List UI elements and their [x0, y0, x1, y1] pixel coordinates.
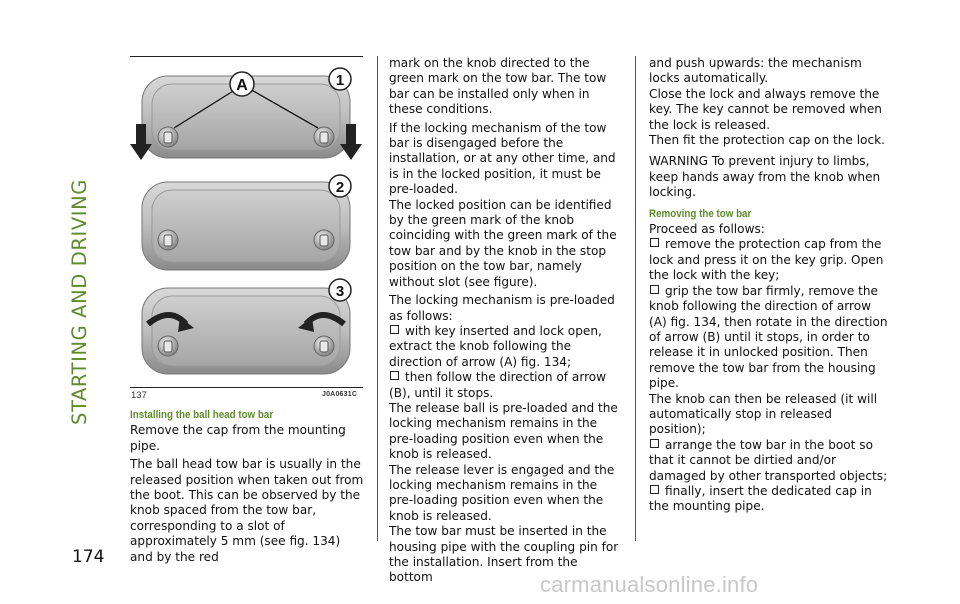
column-2: [389, 56, 625, 586]
paragraph: The release ball is pre-loaded and the locking mechanism remains in the pre-loading position even when the knob is released.: [389, 400, 618, 462]
panel-step-3: [142, 279, 351, 374]
bullet-square-icon: [390, 371, 399, 380]
paragraph: The locked position can be identified by the green mark of the knob coinciding with the green mark of the tow bar and by the knob in the stop position on the tow bar, namely without slot (see figure).: [389, 197, 617, 289]
column-1: [130, 408, 365, 565]
bullet-text: remove the protection cap from the lock and press it on the key grip. Open the lock with the key;: [649, 237, 884, 283]
callout-a-label: A: [236, 77, 248, 94]
bullet-text: finally, insert the dedicated cap in the mounting pipe.: [649, 483, 872, 514]
paragraph: Close the lock and always remove the key. The key cannot be removed when the lock is released.: [649, 86, 882, 132]
bullet-text: arrange the tow bar in the boot so that it cannot be dirtied and/or damaged by other transported objects;: [649, 437, 888, 483]
column-divider-1: [377, 56, 378, 541]
bullet-item: [649, 284, 889, 392]
bullet-item: [649, 438, 889, 484]
column-divider-2: [635, 56, 636, 541]
callout-2-label: 2: [335, 179, 345, 196]
paragraph: The knob can then be released (it will automatically stop in released position);: [649, 391, 878, 437]
figure-rule: [130, 387, 363, 388]
paragraph: The ball head tow bar is usually in the released position when taken out from the boot. This can be observed by the knob spaced from the tow bar, corresponding to a slot of approximately 5 mm (see fig. 134) and by the red: [130, 457, 364, 564]
paragraph: The tow bar must be inserted in the housing pipe with the coupling pin for the installation. Insert from the bottom: [389, 524, 619, 585]
page-number: 174: [72, 547, 105, 567]
bullet-item: [389, 370, 625, 401]
paragraph: The locking mechanism is pre-loaded as follows:: [389, 293, 615, 323]
warning-text: WARNING To prevent injury to limbs, keep hands away from the knob when locking.: [649, 154, 881, 200]
paragraph: The release lever is engaged and the locking mechanism remains in the pre-loading position even when the knob is released.: [389, 462, 615, 523]
paragraph: mark on the knob directed to the green mark on the tow bar. The tow bar can be installed only when in these conditions.: [389, 56, 607, 117]
bullet-square-icon: [390, 325, 399, 334]
callout-3-label: 3: [335, 283, 345, 300]
bullet-text: with key inserted and lock open, extract the knob following the direction of arrow (A) fig. 134;: [389, 323, 602, 369]
bullet-text: then follow the direction of arrow (B), until it stops.: [389, 370, 607, 400]
figure-illustration: [130, 62, 363, 385]
paragraph: If the locking mechanism of the tow bar is disengaged before the installation, or at any other time, and is in the locked position, it must be pre-loaded.: [389, 120, 616, 197]
bullet-item: [649, 237, 889, 283]
bullet-square-icon: [650, 238, 659, 247]
section-title: STARTING AND DRIVING: [68, 178, 91, 426]
bullet-item: [649, 484, 889, 515]
panel-step-1: [130, 68, 362, 160]
paragraph: Then fit the protection cap on the lock.: [649, 133, 885, 148]
paragraph: Proceed as follows:: [649, 222, 765, 237]
heading-installing: Installing the ball head tow bar: [130, 409, 274, 421]
panel-step-2: [142, 175, 351, 270]
figure-number: 137: [131, 390, 147, 401]
bullet-text: grip the tow bar firmly, remove the knob following the direction of arrow (A) fig. 134, then rotate in the direction of arrow (B) until it stops, in order to release it in unlocked position. Then remove the tow bar from the housing pipe.: [649, 283, 888, 391]
column-3: [649, 56, 889, 515]
top-rule: [130, 56, 363, 57]
callout-1-label: 1: [335, 72, 345, 89]
paragraph: Remove the cap from the mounting pipe.: [130, 423, 346, 453]
bullet-square-icon: [650, 285, 659, 294]
bullet-square-icon: [650, 439, 659, 448]
bullet-item: [389, 324, 625, 370]
paragraph: and push upwards: the mechanism locks automatically.: [649, 56, 862, 86]
watermark: carmanualsonline.info: [540, 572, 759, 597]
figure-code: J0A0631C: [322, 391, 358, 398]
bullet-square-icon: [650, 485, 659, 494]
figure-tow-bar-lock: [130, 62, 363, 385]
heading-removing: Removing the tow bar: [649, 207, 752, 220]
